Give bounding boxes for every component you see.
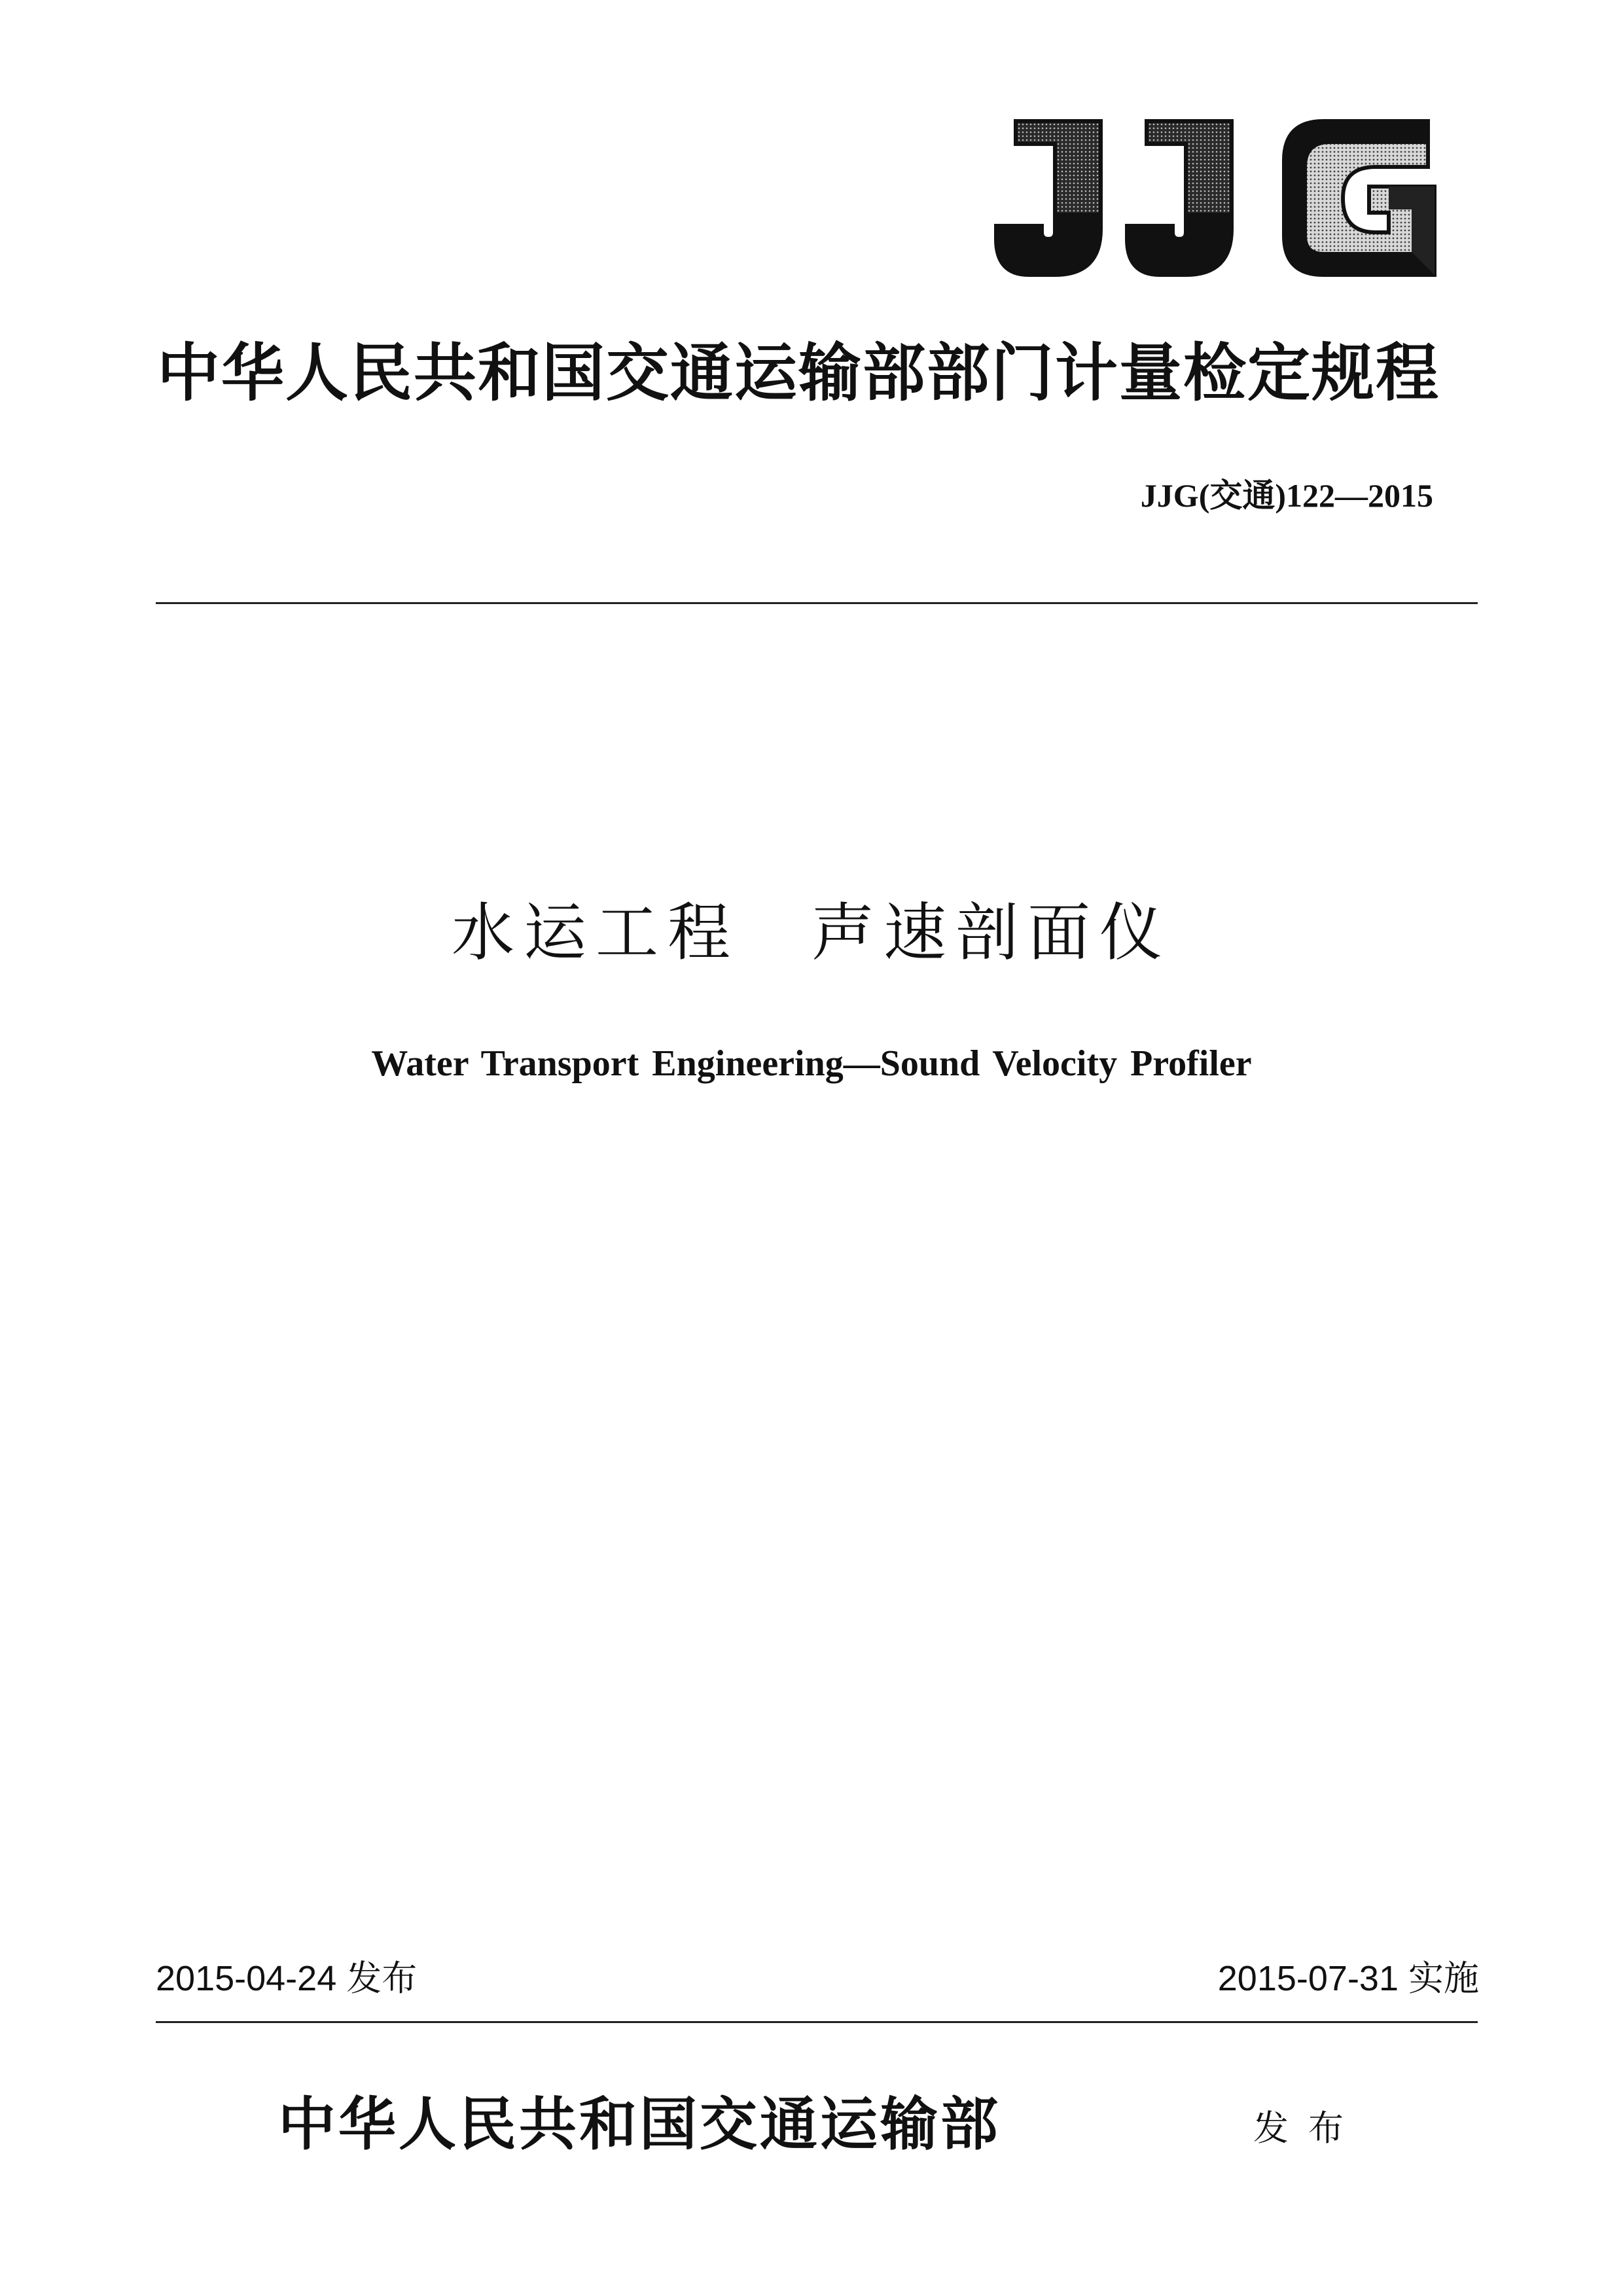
document-title-en: Water Transport Engineering—Sound Velocity Profiler bbox=[371, 1043, 1252, 1084]
publish-label: 发布 bbox=[1253, 2108, 1363, 2149]
org-title: 中华人民共和国交通运输部部门计量检定规程 bbox=[157, 336, 1440, 410]
divider-top bbox=[156, 602, 1478, 604]
document-title-cn: 水运工程 声速剖面仪 bbox=[452, 896, 1171, 969]
jjg-logo bbox=[990, 115, 1441, 283]
standard-code: JJG(交通)122—2015 bbox=[1140, 477, 1433, 514]
publisher-name: 中华人民共和国交通运输部 bbox=[278, 2090, 1001, 2158]
logo-letter-j1 bbox=[996, 121, 1101, 275]
logo-letter-j2 bbox=[1127, 121, 1232, 275]
logo-letter-g bbox=[1284, 121, 1435, 275]
divider-bottom bbox=[156, 2021, 1478, 2023]
issue-date: 2015-04-24 发布 bbox=[156, 1959, 418, 1998]
effective-date: 2015-07-31 实施 bbox=[1217, 1959, 1479, 1998]
